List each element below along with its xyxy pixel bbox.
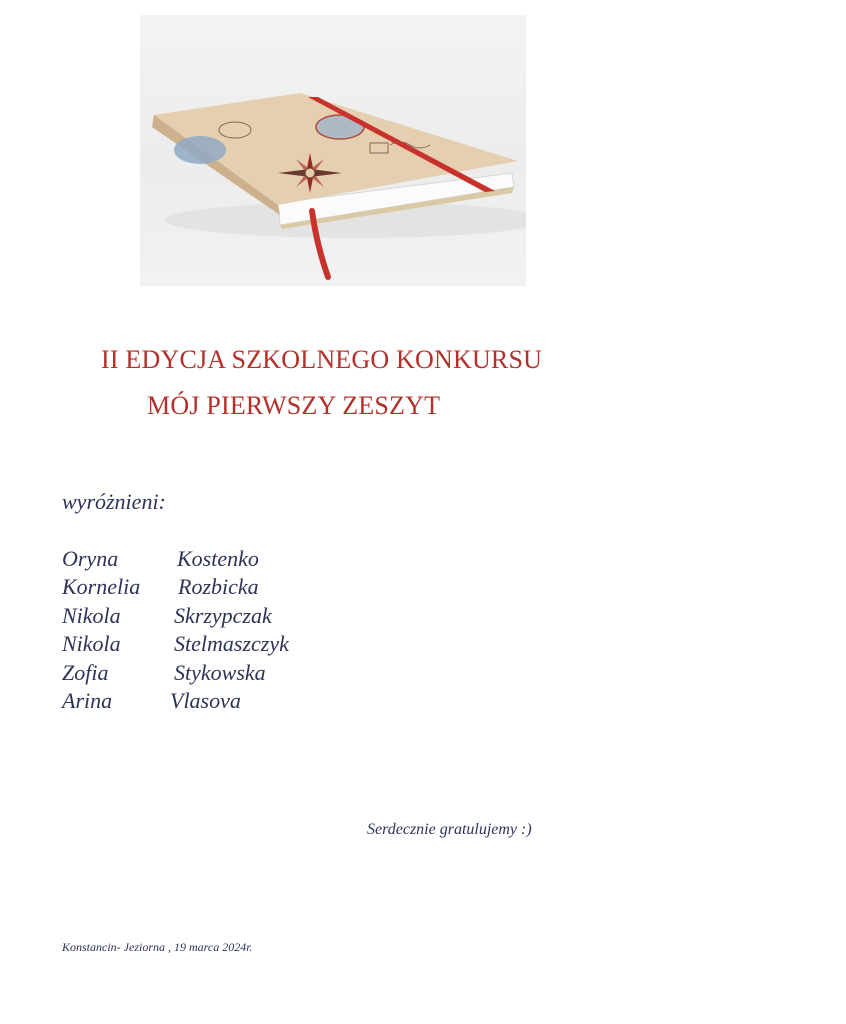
first-name: Nikola xyxy=(62,602,121,628)
last-name: Rozbicka xyxy=(178,574,259,600)
last-name: Stelmaszczyk xyxy=(174,631,289,657)
first-name: Kornelia xyxy=(62,574,141,600)
distinguished-label: wyróżnieni: xyxy=(62,489,166,514)
first-name: Arina xyxy=(62,687,113,713)
last-name: Vlasova xyxy=(170,687,241,713)
last-name: Kostenko xyxy=(177,546,259,571)
first-name: Nikola xyxy=(62,631,121,657)
last-name: Stykowska xyxy=(174,659,266,685)
notebook-photo xyxy=(140,15,526,286)
first-name: Zofia xyxy=(62,659,109,685)
notebook-illustration xyxy=(140,15,526,286)
place-date-footer: Konstancin- Jeziorna , 19 marca 2024r. xyxy=(62,940,253,954)
last-name: Skrzypczak xyxy=(174,602,272,628)
congratulations-text: Serdecznie gratulujemy :) xyxy=(367,821,532,838)
contest-title-line-1: II EDYCJA SZKOLNEGO KONKURSU xyxy=(101,345,543,374)
contest-title-line-2: MÓJ PIERWSZY ZESZYT xyxy=(147,391,441,420)
first-name: Oryna xyxy=(62,546,119,571)
